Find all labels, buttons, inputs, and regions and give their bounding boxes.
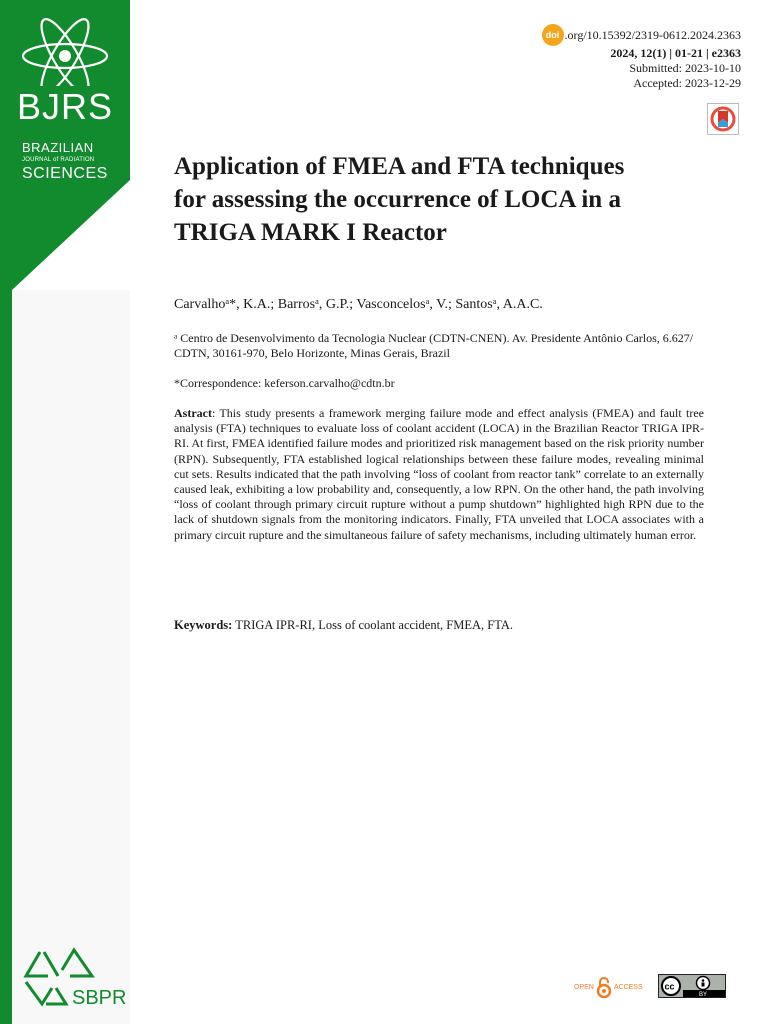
license-by-text: BY [699, 992, 708, 997]
doi-text[interactable]: .org/10.15392/2319-0612.2024.2363 [564, 27, 741, 42]
margin-strip [12, 290, 130, 1024]
journal-name-line1: BRAZILIAN [22, 140, 94, 155]
open-access-word1: OPEN [574, 983, 594, 991]
journal-abbrev: BJRS [16, 86, 114, 127]
journal-logo [0, 0, 130, 200]
doi-icon: doi [542, 24, 564, 46]
keywords-label: Keywords: [174, 618, 233, 632]
crossmark-icon[interactable] [707, 103, 739, 135]
open-access-lock-icon [596, 976, 612, 998]
journal-name-line3: SCIENCES [22, 165, 108, 182]
cc-by-license-badge[interactable] [658, 974, 726, 998]
keywords-text: TRIGA IPR-RI, Loss of coolant accident, FMEA, FTA. [232, 618, 514, 632]
doi-link[interactable] [542, 24, 741, 46]
article-meta [542, 24, 741, 91]
correspondence: *Correspondence: keferson.carvalho@cdtn.br [174, 376, 395, 390]
atom-icon [20, 14, 110, 86]
submitted-date: Submitted: 2023-10-10 [629, 61, 741, 75]
abstract-label: Astract [174, 406, 212, 420]
sbpr-logo [22, 946, 132, 1010]
author-list: Carvalhoᵃ*, K.A.; Barrosᵃ, G.P.; Vasconcelosᵃ, V.; Santosᵃ, A.A.C. [174, 297, 543, 312]
affiliation: ᵃ Centro de Desenvolvimento da Tecnologia Nuclear (CDTN-CNEN). Av. Presidente Antônio Carlos, 6.627/ CDTN, 30161-970, Belo Horizonte, Minas Gerais, Brazil [174, 331, 694, 360]
abstract-text: : This study presents a framework merging failure mode and effect analysis (FMEA) and fault tree analysis (FTA) techniques to evaluate loss of coolant accident (LOCA) in the Brazilian Reactor TRIGA IPR-RI. At first, FMEA identified failure modes and prioritized risk management based on the risk priority number (RPN). Subsequently, FTA established logical relationships between these failure modes, revealing minimal cut sets. Results indicated that the path involving “loss of coolant from reactor tank” correlate to an externally caused leak, exhibiting a low probability and, consequently, a low RPN. On the other hand, the path involving “loss of coolant through primary circuit rupture without a pump shutdown” highlighted high RPN due to the lack of shutdown signals from the monitoring indicators. Finally, FTA unveiled that LOCA associates with a primary circuit rupture and the simultaneous failure of safety mechanisms, including ultimately human error. [174, 406, 704, 542]
sbpr-text: SBPR [72, 987, 127, 1009]
issue-info: 2024, 12(1) | 01-21 | e2363 [610, 46, 741, 60]
article-title: Application of FMEA and FTA techniques for assessing the occurrence of LOCA in a TRIGA MARK I Reactor [174, 153, 625, 246]
abstract [174, 406, 704, 543]
svg-text:cc: cc [664, 981, 675, 992]
accepted-date: Accepted: 2023-12-29 [633, 76, 741, 90]
journal-name-line2: JOURNAL of RADIATION [22, 157, 95, 163]
open-access-logo [574, 975, 646, 999]
open-access-word2: ACCESS [613, 983, 643, 991]
keywords [174, 618, 513, 633]
